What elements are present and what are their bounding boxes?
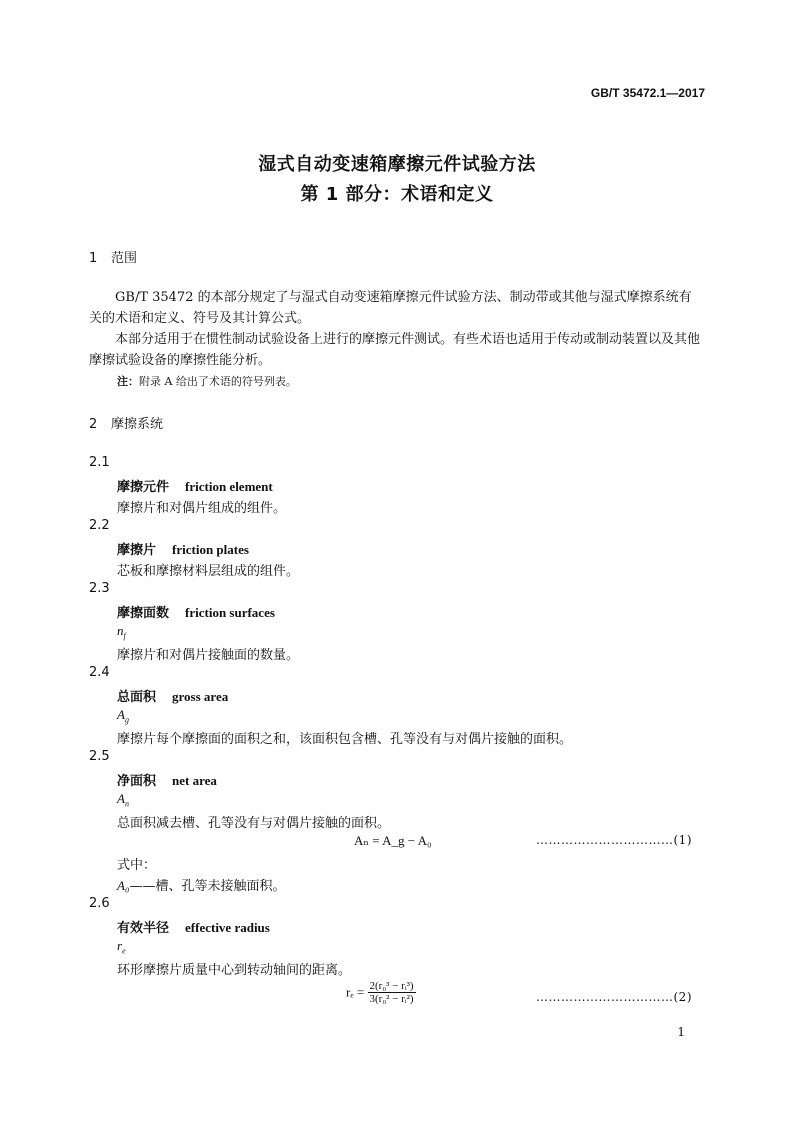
scope-paragraph-2: 本部分适用于在惯性制动试验设备上进行的摩擦元件测试。有些术语也适用于传动或制动装置以及其他摩擦试验设备的摩擦性能分析。	[89, 332, 701, 368]
term-symbol: $n_f$	[117, 623, 126, 641]
section-title: 范围	[111, 251, 138, 266]
note-text: 附录 A 给出了术语的符号列表。	[139, 375, 297, 388]
equation-number: ……………………………(2)	[536, 990, 692, 1004]
section-1-heading	[89, 247, 137, 266]
equation-net-area: Aₙ = A_g − A₀	[354, 833, 432, 848]
equation-effective-radius: rₑ = $\frac{\text{2(r₀³ − rᵢ³)}}{\text{3(r₀² − rᵢ²)}}$	[346, 980, 414, 1005]
section-title: 摩擦系统	[111, 417, 164, 432]
document-subtitle: 第 1 部分：术语和定义	[300, 184, 494, 205]
term-definition: 芯板和摩擦材料层组成的组件。	[117, 564, 300, 579]
term-symbol: $A_g$	[117, 707, 129, 725]
term-symbol: $r_e$	[117, 938, 126, 956]
where-definition: A₀——槽、孔等未接触面积。	[117, 878, 286, 894]
term-heading: 摩擦片 friction plates	[117, 542, 249, 558]
term-heading: 摩擦面数 friction surfaces	[117, 605, 275, 621]
term-definition: 总面积减去槽、孔等没有与对偶片接触的面积。	[117, 816, 391, 831]
term-number: 2.2	[89, 518, 110, 533]
term-definition: 摩擦片和对偶片接触面的数量。	[117, 648, 300, 663]
term-definition: 摩擦片和对偶片组成的组件。	[117, 501, 287, 516]
term-number: 2.5	[89, 749, 110, 764]
equation-number: ……………………………(1)	[536, 833, 692, 847]
scope-note	[117, 373, 297, 389]
where-label: 式中：	[117, 858, 157, 873]
scope-paragraph-1: GB/T 35472 的本部分规定了与湿式自动变速箱摩擦元件试验方法、制动带或其他与湿式摩擦系统有关的术语和定义、符号及其计算公式。	[89, 290, 692, 326]
term-number: 2.4	[89, 665, 110, 680]
document-title: 湿式自动变速箱摩擦元件试验方法	[258, 154, 536, 175]
term-heading: 净面积 net area	[117, 773, 217, 789]
term-heading: 总面积 gross area	[117, 689, 229, 705]
page-number: 1	[677, 1025, 685, 1039]
section-2-heading	[89, 413, 163, 432]
term-definition: 环形摩擦片质量中心到转动轴间的距离。	[117, 963, 352, 978]
section-number: 2	[89, 417, 98, 432]
standard-code: GB/T 35472.1—2017	[590, 86, 705, 100]
term-definition: 摩擦片每个摩擦面的面积之和，该面积包含槽、孔等没有与对偶片接触的面积。	[117, 732, 573, 747]
section-number: 1	[89, 251, 98, 266]
term-number: 2.6	[89, 896, 110, 911]
term-heading: 有效半径 effective radius	[117, 920, 270, 936]
term-heading: 摩擦元件 friction element	[117, 479, 273, 495]
term-number: 2.1	[89, 455, 110, 470]
term-symbol: $A_n$	[117, 791, 129, 809]
note-label: 注：	[117, 375, 139, 388]
term-number: 2.3	[89, 581, 110, 596]
